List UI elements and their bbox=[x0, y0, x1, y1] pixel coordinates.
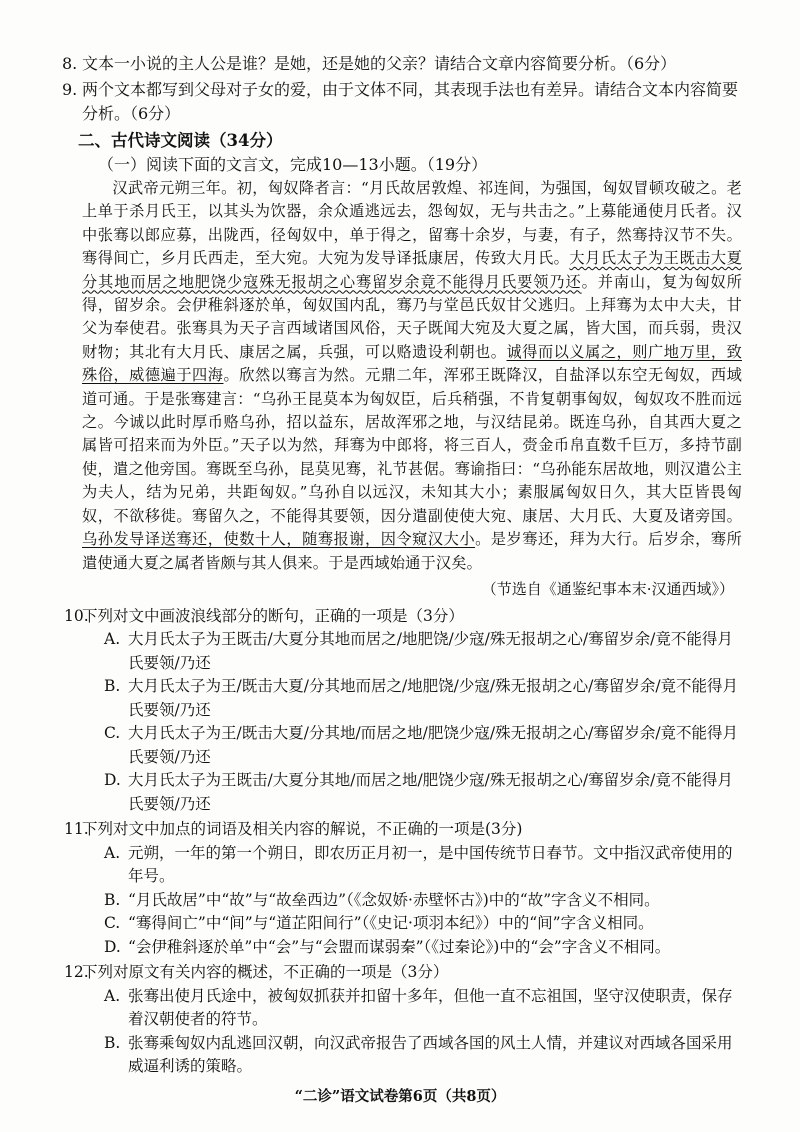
option-d: D. 大月氏太子为王既击/大夏分其地/而居之地/肥饶少寇/殊无报胡之心/骞留岁余/竟不能得月氏要领/乃还 bbox=[104, 771, 733, 813]
option-d: D. “会伊稚斜逐於单”中“会”与“会盟而谋弱秦”（《过秦论》)中的“会”字含义不相同。 bbox=[104, 937, 671, 956]
option-c: C. “骞得间亡”中“间”与“道芷阳间行”（《史记·项羽本纪》）中的“间”字含义相同。 bbox=[104, 914, 654, 933]
option-b: B. 张骞乘匈奴内乱逃回汉朝，向汉武帝报告了西域各国的风土人情，并建议对西域各国采用威逼利诱的策略。 bbox=[104, 1033, 733, 1076]
question-number: 10. bbox=[64, 606, 89, 625]
question-number: 8. bbox=[62, 54, 78, 73]
passage-text: 。是岁骞还，拜为大行。后岁余，骞所遣使通大夏之属者皆颇与其人俱来。于是西域始通于汉矣。 bbox=[82, 530, 743, 572]
question-number: 12. bbox=[64, 963, 89, 982]
question-stem: 下列对原文有关内容的概述，不正确的一项是（3分） bbox=[82, 963, 449, 982]
passage-text: 。并南山，复为匈奴所得，留岁余。会伊稚斜逐於单，匈奴国内乱，骞乃与堂邑氏奴甘父逃归。上拜骞为太中大夫，甘父为奉使君。张骞具为天子言西域诸国风俗，天子既闻大宛及大夏之属，皆大国，而兵弱，贵汉财物；其北有大月氏、康居之属，兵强，可以赂遗设利朝也。 bbox=[82, 272, 743, 361]
option-a: A. 元朔，一年的第一个朔日，即农历正月初一，是中国传统节日春节。文中指汉武帝使用的年号。 bbox=[104, 843, 733, 886]
question-11 bbox=[64, 818, 742, 959]
question-12 bbox=[64, 961, 742, 1079]
passage-text: 。欣然以骞言为然。元鼎二年，浑邪王既降汉，自盐泽以东空无匈奴，西域道可通。于是张骞建言：“乌孙王昆莫本为匈奴臣，后兵稍强，不肯复朝事匈奴，匈奴攻不胜而远之。今诚以此时厚币赂乌孙，招以益东，居故浑邪之地，与汉结昆弟。既连乌孙，自其西大夏之属皆可招来而为外臣。”天子以为然，拜骞为中郎将，将三百人，赍金币帛直数千巨万，多持节副使，遣之他旁国。骞既至乌孙，昆莫见骞，礼节甚倨。骞谕指曰：“乌孙能东居故地，则汉遣公主为夫人，结为兄弟，共距匈奴。”乌孙自以远汉，未知其大小；素服属匈奴日久，其大臣皆畏匈奴，不欲移徙。骞留久之，不能得其要领，因分遣副使使大宛、康居、大月氏、大夏及诸旁国。 bbox=[82, 366, 742, 525]
section-title: 二、古代诗文阅读（34分） bbox=[78, 131, 283, 150]
option-a: A. 大月氏太子为王既击/大夏分其地而居之/地肥饶/少寇/殊无报胡之心/骞留岁余/竟不能得月氏要领/乃还 bbox=[104, 630, 733, 672]
underlined-sentence: 诚得而以义属之，则广地万里，致殊俗，威德遍于四海 bbox=[82, 342, 742, 385]
passage-text: 汉武帝元朔三年。初，匈奴降者言：“月氏故居敦煌、祁连间，为强国，匈奴冒顿攻破之。老上单于杀月氏王，以其头为饮器，余众遁逃远去，怨匈奴，无与共击之。”上募能通使月氏者。汉中张骞以郎应募，出陇西，径匈奴中，单于得之，留骞十余岁，与妻，有子，然骞持汉节不失。骞得间亡，乡月氏西走，至大宛。大宛为发导译抵康居，传致大月氏。 bbox=[82, 179, 742, 268]
option-b: B. 大月氏太子为王/既击大夏/分其地而居之/地肥饶/少寇/殊无报胡之心/骞留岁余/竟不能得月氏要领/乃还 bbox=[104, 677, 739, 719]
question-text: 两个文本都写到父母对子女的爱，由于文体不同，其表现手法也有差异。请结合文本内容简要分析。（6分） bbox=[82, 80, 739, 123]
question-text: 文本一小说的主人公是谁？是她，还是她的父亲？请结合文章内容简要分析。（6分） bbox=[82, 54, 677, 73]
question-number: 9. bbox=[62, 80, 78, 99]
option-a: A. 张骞出使月氏途中，被匈奴抓获并扣留十多年，但他一直不忘祖国，坚守汉使职责，保存着汉朝使者的符节。 bbox=[104, 986, 733, 1029]
underlined-sentence: 乌孙发导译送骞还，使数十人，随骞报谢，因令窥汉大小 bbox=[82, 530, 476, 549]
option-b: B. “月氏故居”中“故”与“故垒西边”（《念奴娇·赤壁怀古》)中的“故”字含义不相同。 bbox=[104, 890, 660, 909]
question-9 bbox=[62, 78, 742, 126]
question-stem: 下列对文中画波浪线部分的断句，正确的一项是（3分） bbox=[82, 606, 464, 625]
question-10 bbox=[64, 605, 742, 817]
question-number: 11. bbox=[64, 820, 89, 839]
page-footer: “二诊”语文试卷第6页（共8页） bbox=[294, 1088, 506, 1105]
section-subtitle: （一）阅读下面的文言文，完成10—13小题。（19分） bbox=[98, 155, 488, 174]
passage-source: （节选自《通鉴纪事本末·汉通西域》） bbox=[481, 579, 734, 598]
classical-passage bbox=[82, 177, 742, 575]
wavy-underlined-text: 大月氏太子为王既击大夏分其地而居之地肥饶少寇殊无报胡之心骞留岁余竟不能得月氏要领乃还 bbox=[82, 249, 742, 291]
option-c: C. 大月氏太子为王/既击大夏/分其地/而居之地/肥饶少寇/殊无报胡之心/骞留岁余/竟不能得月氏要领/乃还 bbox=[104, 724, 739, 766]
question-8 bbox=[62, 52, 742, 76]
question-stem: 下列对文中加点的词语及相关内容的解说，不正确的一项是(3分) bbox=[82, 820, 523, 839]
